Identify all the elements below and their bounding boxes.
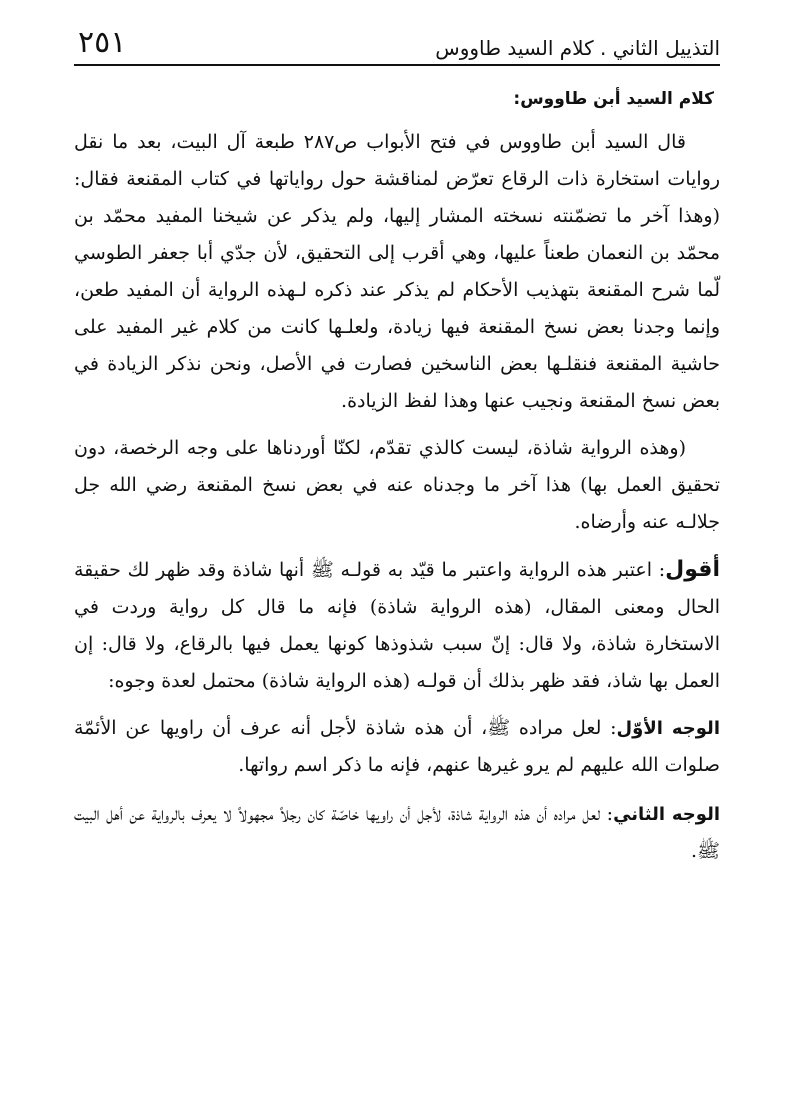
paragraph-text: : لعل مراده أن هذه الرواية شاذة، لأجل أن راويها خاصّة كان رجلاً مجهولاً لا يعرف بالرواية عن أهل البيت ﷺ. bbox=[74, 803, 720, 862]
paragraph-quote-fath-al-abwab bbox=[74, 124, 720, 420]
section-title: كلام السيد أبن طاووس: bbox=[513, 89, 714, 109]
paragraph-text: : اعتبر هذه الرواية واعتبر ما قيّد به قولـه ﷺ أنها شاذة وقد ظهر لك حقيقة الحال ومعنى المقال، (هذه الرواية شاذة) فإنه ما قال كل رواية وردت في الاستخارة شاذة، ولا قال: إنّ سبب شذوذها كونها يعمل فيها بالرقاع، ولا قال: إن العمل بها شاذ، فقد ظهر بذلك أن قولـه (هذه الرواية شاذة) محتمل لعدة وجوه: bbox=[74, 559, 720, 692]
paragraph-second-aspect bbox=[74, 796, 720, 870]
paragraph-shadh-narration bbox=[74, 430, 720, 541]
running-title: التذييل الثاني . كلام السيد طاووس bbox=[435, 36, 720, 60]
page-number: ٢٥١ bbox=[78, 25, 127, 60]
document-page bbox=[74, 26, 720, 870]
paragraph-text: (وهذه الرواية شاذة، ليست كالذي تقدّم، لكنّا أوردناها على وجه الرخصة، دون تحقيق العمل بها) هذا آخر ما وجدناه عنه في بعض نسخ المقنعة رضي الله جل جلالـه عنه وأرضاه. bbox=[74, 437, 720, 533]
paragraph-aqul bbox=[74, 551, 720, 700]
page-header bbox=[74, 26, 720, 66]
paragraph-lead: أقول bbox=[665, 557, 720, 582]
paragraph-lead: الوجه الثاني bbox=[613, 804, 720, 825]
paragraph-first-aspect bbox=[74, 710, 720, 784]
paragraph-text: قال السيد أبن طاووس في فتح الأبواب ص٢٨٧ طبعة آل البيت، بعد ما نقل روايات استخارة ذات الرقاع تعرّض لمناقشة حول رواياتها في كتاب المقنعة فقال: (وهذا آخر ما تضمّنته نسخته المشار إليها، ولم يذكر عن شيخنا المفيد محمّد بن محمّد بن النعمان طعناً عليها، وهي أقرب إلى التحقيق، لأن جدّي أبا جعفر الطوسي لّما شرح المقنعة بتهذيب الأحكام لم يذكر عند ذكره لـهذه الرواية أن المفيد طعن، وإنما وجدنا بعض نسخ المقنعة فيها زيادة، ولعلـها كانت من كلام غير المفيد على حاشية المقنعة فنقلـها بعض الناسخين فصارت في الأصل، ونحن نذكر الزيادة في بعض نسخ المقنعة ونجيب عنها وهذا لفظ الزيادة. bbox=[74, 131, 720, 412]
paragraph-lead: الوجه الأوّل bbox=[616, 718, 720, 739]
paragraph-text: : لعل مراده ﷺ، أن هذه شاذة لأجل أنه عرف أن راويها عن الأئمّة صلوات الله عليهم لم يرو غيرها عنهم، فإنه ما ذكر اسم رواتها. bbox=[74, 717, 720, 776]
